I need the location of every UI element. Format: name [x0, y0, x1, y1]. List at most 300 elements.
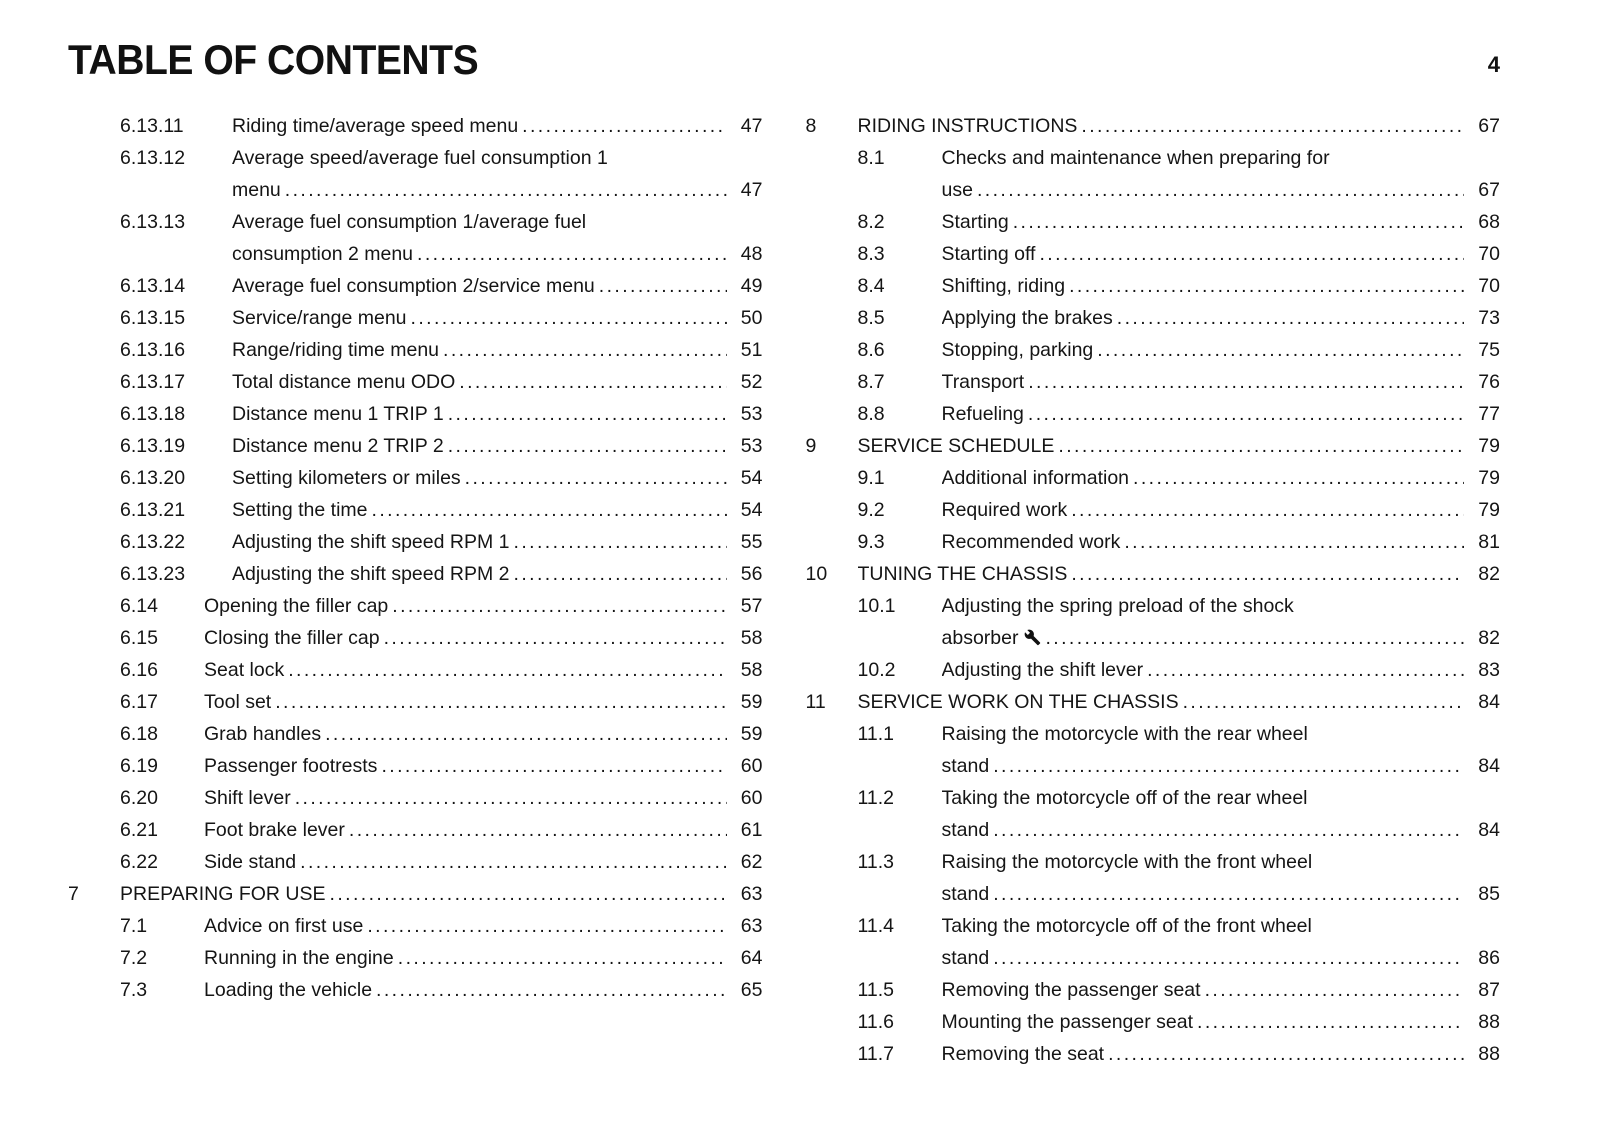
toc-entry-number: 8.5 — [857, 307, 885, 329]
toc-entry-number: 6.19 — [120, 755, 158, 777]
toc-entry-text — [120, 878, 727, 910]
toc-entry — [806, 1038, 1501, 1070]
toc-entry — [806, 494, 1501, 526]
toc-entry-label-line — [858, 558, 1465, 590]
toc-entry — [68, 974, 763, 1006]
toc-entry-text — [942, 302, 1465, 334]
toc-entry-number: 7.3 — [120, 979, 148, 1001]
toc-entry-number: 8.6 — [857, 339, 885, 361]
toc-entry-page: 47 — [740, 115, 763, 137]
toc-entry — [68, 590, 763, 622]
toc-entry — [68, 142, 763, 206]
toc-entry-label: Shift lever — [204, 787, 291, 809]
toc-entry-label: Side stand — [204, 851, 297, 873]
toc-entry-text — [942, 1038, 1465, 1070]
toc-entry-label-line — [232, 270, 727, 302]
toc-entry — [806, 782, 1501, 846]
toc-entry-text — [942, 782, 1465, 846]
toc-entry-label: absorber — [941, 627, 1019, 649]
toc-entry-number: 11.7 — [857, 1043, 895, 1065]
toc-entry-label-line: Average speed/average fuel consumption 1 — [232, 147, 608, 169]
toc-entry-label: Required work — [941, 499, 1068, 521]
toc-entry-text — [204, 718, 727, 750]
toc-entry-number: 6.13.15 — [120, 307, 186, 329]
toc-entry-label: Opening the filler cap — [204, 595, 389, 617]
toc-entry — [806, 366, 1501, 398]
toc-entry-label-line — [942, 398, 1465, 430]
toc-entry — [68, 718, 763, 750]
toc-entry-label: Adjusting the shift speed RPM 2 — [232, 563, 510, 585]
toc-entry-number: 6.13.12 — [120, 147, 186, 169]
toc-entry-label: Foot brake lever — [204, 819, 345, 841]
toc-entry-label-line — [858, 110, 1465, 142]
toc-entry-text — [942, 366, 1465, 398]
toc-entry — [68, 750, 763, 782]
toc-entry-page: 49 — [740, 275, 763, 297]
toc-entry-text — [942, 142, 1465, 206]
toc-entry-text — [232, 494, 727, 526]
toc-entry-page: 63 — [740, 883, 763, 905]
toc-entry-label: Adjusting the shift lever — [941, 659, 1144, 681]
toc-entry-number: 6.13.20 — [120, 467, 186, 489]
toc-entry-page: 79 — [1478, 435, 1500, 457]
toc-entry-label-line — [942, 494, 1465, 526]
toc-entry-text — [858, 430, 1465, 462]
toc-entry-label-line — [942, 526, 1465, 558]
toc-entry-text — [942, 974, 1465, 1006]
toc-entry — [806, 654, 1501, 686]
toc-entry — [68, 366, 763, 398]
toc-entry — [806, 302, 1501, 334]
toc-entry-label: menu — [232, 179, 281, 201]
toc-entry — [68, 270, 763, 302]
toc-entry-label: PREPARING FOR USE — [120, 883, 326, 905]
toc-entry-text — [204, 846, 727, 878]
toc-entry-label-line — [942, 942, 1465, 974]
toc-entry-number: 8.7 — [857, 371, 885, 393]
toc-entry-page: 51 — [740, 339, 763, 361]
toc-entry-label-line — [942, 462, 1465, 494]
toc-entry-label: Recommended work — [941, 531, 1121, 553]
toc-entry — [806, 334, 1501, 366]
toc-entry — [806, 590, 1501, 654]
toc-entry-page: 70 — [1478, 243, 1500, 265]
toc-entry — [68, 430, 763, 462]
toc-entry-text — [942, 462, 1465, 494]
toc-entry — [68, 110, 763, 142]
toc-entry — [806, 462, 1501, 494]
toc-entry-number: 7.1 — [120, 915, 148, 937]
toc-entry-page: 67 — [1478, 179, 1500, 201]
toc-entry-number: 10 — [805, 563, 828, 585]
toc-entry-page: 77 — [1478, 403, 1500, 425]
toc-entry-label: Loading the vehicle — [204, 979, 373, 1001]
toc-entry-page: 84 — [1478, 755, 1500, 777]
toc-entry-label-line — [942, 878, 1465, 910]
toc-entry-page: 70 — [1478, 275, 1500, 297]
toc-entry-text — [204, 910, 727, 942]
page-header — [68, 36, 1500, 84]
toc-entry-page: 73 — [1478, 307, 1500, 329]
toc-entry-page: 88 — [1478, 1043, 1500, 1065]
toc-entry-label-line — [858, 686, 1465, 718]
toc-entry-label-line — [204, 942, 727, 974]
toc-entry — [806, 398, 1501, 430]
toc-entry-text — [942, 270, 1465, 302]
toc-entry-label: Refueling — [941, 403, 1024, 425]
toc-entry-label: Grab handles — [204, 723, 322, 745]
toc-entry-page: 57 — [740, 595, 763, 617]
toc-entry-label: consumption 2 menu — [232, 243, 414, 265]
toc-entry-page: 64 — [740, 947, 763, 969]
toc-entry-text — [204, 590, 727, 622]
toc-columns — [68, 110, 1500, 1070]
toc-column-left — [68, 110, 763, 1070]
toc-entry-label-line — [204, 750, 727, 782]
toc-entry — [68, 814, 763, 846]
toc-entry-number: 6.14 — [120, 595, 158, 617]
toc-entry-text — [204, 974, 727, 1006]
toc-entry — [806, 110, 1501, 142]
toc-entry-label-line — [232, 302, 727, 334]
toc-entry — [806, 1006, 1501, 1038]
toc-entry-text — [942, 494, 1465, 526]
toc-entry-label: Stopping, parking — [941, 339, 1094, 361]
toc-entry-page: 56 — [740, 563, 763, 585]
toc-entry-page: 53 — [740, 435, 763, 457]
toc-entry-label-line — [204, 654, 727, 686]
toc-entry-text — [204, 782, 727, 814]
toc-entry-number: 7 — [68, 883, 79, 905]
toc-entry-label: stand — [941, 947, 990, 969]
toc-entry-number: 6.13.23 — [120, 563, 186, 585]
toc-entry-number: 10.2 — [857, 659, 896, 681]
toc-entry-label-line — [204, 974, 727, 1006]
toc-entry-number: 6.20 — [120, 787, 158, 809]
toc-entry-label: stand — [941, 755, 990, 777]
toc-entry-number: 11.3 — [857, 851, 895, 873]
toc-entry-text — [232, 462, 727, 494]
toc-entry — [806, 558, 1501, 590]
toc-entry — [806, 526, 1501, 558]
toc-entry-text — [204, 750, 727, 782]
toc-entry-label: Setting the time — [232, 499, 368, 521]
toc-entry-page: 75 — [1478, 339, 1500, 361]
toc-entry-label: Range/riding time menu — [232, 339, 440, 361]
toc-entry-label-line — [204, 910, 727, 942]
toc-entry-label-line: Taking the motorcycle off of the rear wheel — [941, 787, 1308, 809]
toc-entry-page: 54 — [740, 467, 763, 489]
toc-entry-page: 84 — [1478, 819, 1500, 841]
toc-entry-number: 6.18 — [120, 723, 158, 745]
toc-entry — [806, 238, 1501, 270]
toc-entry-label-line — [942, 750, 1465, 782]
toc-entry-label-line — [232, 366, 727, 398]
toc-entry-label: Average fuel consumption 2/service menu — [232, 275, 595, 297]
toc-entry — [68, 654, 763, 686]
toc-entry-page: 76 — [1478, 371, 1500, 393]
toc-entry-number: 6.16 — [120, 659, 158, 681]
toc-entry-label: Applying the brakes — [941, 307, 1113, 329]
wrench-icon — [1024, 629, 1041, 646]
toc-entry-label: RIDING INSTRUCTIONS — [857, 115, 1078, 137]
toc-entry — [806, 910, 1501, 974]
toc-entry-text — [942, 334, 1465, 366]
toc-entry-page: 61 — [740, 819, 763, 841]
toc-entry — [68, 846, 763, 878]
toc-entry-text — [232, 206, 727, 270]
toc-entry-label: Adjusting the shift speed RPM 1 — [232, 531, 510, 553]
toc-entry-label: Tool set — [204, 691, 272, 713]
toc-entry-text — [942, 846, 1465, 910]
toc-entry-label: Seat lock — [204, 659, 285, 681]
toc-entry-text — [942, 910, 1465, 974]
toc-entry-label: Removing the seat — [941, 1043, 1105, 1065]
toc-entry-number: 8.4 — [857, 275, 885, 297]
toc-entry-text — [858, 686, 1465, 718]
toc-entry-number: 11.5 — [857, 979, 895, 1001]
toc-entry-text — [232, 558, 727, 590]
toc-entry-text — [232, 366, 727, 398]
toc-entry-label-line: Raising the motorcycle with the rear wheel — [941, 723, 1308, 745]
toc-entry-page: 54 — [740, 499, 763, 521]
toc-entry-text — [942, 206, 1465, 238]
toc-entry-text — [204, 654, 727, 686]
toc-entry-label-line — [942, 1006, 1465, 1038]
toc-entry-label: Service/range menu — [232, 307, 407, 329]
toc-entry-number: 6.13.21 — [120, 499, 186, 521]
toc-entry-label-line — [942, 174, 1465, 206]
toc-entry-label-line — [232, 110, 727, 142]
toc-entry-label-line — [204, 622, 727, 654]
toc-entry-page: 83 — [1478, 659, 1500, 681]
toc-entry — [68, 878, 763, 910]
toc-entry-label: Starting — [941, 211, 1009, 233]
toc-entry-page: 79 — [1478, 499, 1500, 521]
toc-entry-page: 88 — [1478, 1011, 1500, 1033]
toc-entry-label: use — [941, 179, 973, 201]
toc-entry-page: 65 — [740, 979, 763, 1001]
toc-entry-label-line — [942, 974, 1465, 1006]
toc-entry-label: SERVICE WORK ON THE CHASSIS — [857, 691, 1179, 713]
toc-entry — [806, 206, 1501, 238]
toc-entry-label: Passenger footrests — [204, 755, 378, 777]
toc-entry-page: 63 — [740, 915, 763, 937]
toc-entry-number: 8 — [805, 115, 817, 137]
toc-entry-number: 6.21 — [120, 819, 158, 841]
toc-entry-label-line — [232, 398, 727, 430]
toc-entry-text — [232, 398, 727, 430]
toc-entry — [68, 686, 763, 718]
toc-entry-label-line: Taking the motorcycle off of the front wheel — [941, 915, 1312, 937]
toc-entry-label: Mounting the passenger seat — [941, 1011, 1194, 1033]
toc-entry-text — [942, 526, 1465, 558]
toc-entry-number: 6.15 — [120, 627, 158, 649]
toc-entry-number: 8.1 — [857, 147, 885, 169]
toc-entry-page: 60 — [740, 755, 763, 777]
toc-entry-label-line — [204, 718, 727, 750]
toc-entry-number: 6.13.18 — [120, 403, 186, 425]
toc-entry-page: 68 — [1478, 211, 1500, 233]
toc-entry-page: 48 — [740, 243, 763, 265]
toc-entry-page: 62 — [740, 851, 763, 873]
toc-entry — [806, 718, 1501, 782]
toc-entry-page: 82 — [1478, 627, 1500, 649]
toc-entry-label-line — [232, 334, 727, 366]
toc-entry-text — [204, 942, 727, 974]
toc-entry-label: Distance menu 1 TRIP 1 — [232, 403, 444, 425]
toc-entry — [68, 942, 763, 974]
toc-entry-text — [204, 622, 727, 654]
toc-entry — [68, 782, 763, 814]
toc-entry-text — [942, 238, 1465, 270]
toc-entry-label-line — [232, 494, 727, 526]
toc-entry-page: 86 — [1478, 947, 1500, 969]
toc-entry-label-line: Raising the motorcycle with the front wheel — [941, 851, 1313, 873]
toc-entry — [806, 846, 1501, 910]
toc-entry-number: 8.2 — [857, 211, 885, 233]
toc-entry-label: TUNING THE CHASSIS — [857, 563, 1068, 585]
toc-entry-number: 9.3 — [857, 531, 885, 553]
toc-entry-label-line — [232, 526, 727, 558]
toc-entry-label: stand — [941, 819, 990, 841]
toc-entry-number: 8.8 — [857, 403, 885, 425]
toc-entry-number: 9 — [805, 435, 817, 457]
toc-entry-label-line — [942, 302, 1465, 334]
toc-entry-text — [232, 110, 727, 142]
toc-entry-label-line — [232, 558, 727, 590]
toc-entry-label: Total distance menu ODO — [232, 371, 456, 393]
toc-entry — [68, 206, 763, 270]
toc-entry-number: 6.13.22 — [120, 531, 186, 553]
toc-entry-text — [232, 302, 727, 334]
toc-entry-number: 9.2 — [857, 499, 885, 521]
toc-column-right — [806, 110, 1501, 1070]
toc-entry — [806, 686, 1501, 718]
toc-entry-page: 60 — [740, 787, 763, 809]
toc-entry-label: stand — [941, 883, 990, 905]
toc-entry-number: 8.3 — [857, 243, 885, 265]
toc-entry — [68, 462, 763, 494]
toc-entry — [68, 302, 763, 334]
toc-entry-label-line — [204, 846, 727, 878]
toc-entry — [806, 142, 1501, 206]
toc-entry-label-line — [204, 782, 727, 814]
toc-entry-number: 11 — [805, 691, 826, 713]
toc-entry — [68, 526, 763, 558]
toc-entry-number: 11.6 — [857, 1011, 895, 1033]
toc-entry-label: Setting kilometers or miles — [232, 467, 461, 489]
toc-entry-page: 59 — [740, 723, 763, 745]
toc-entry-label-line — [204, 686, 727, 718]
toc-entry-text — [232, 430, 727, 462]
toc-entry-text — [232, 270, 727, 302]
toc-entry-label-line — [942, 622, 1465, 654]
toc-entry-label: Running in the engine — [204, 947, 394, 969]
toc-entry-text — [232, 526, 727, 558]
toc-entry-page: 58 — [740, 659, 763, 681]
toc-entry-label-line — [232, 174, 727, 206]
toc-entry — [806, 974, 1501, 1006]
toc-entry-label-line — [942, 366, 1465, 398]
toc-entry-label-line — [204, 590, 727, 622]
toc-entry-page: 87 — [1478, 979, 1500, 1001]
toc-entry-text — [942, 590, 1465, 654]
toc-entry-text — [858, 110, 1465, 142]
toc-entry-number: 6.13.11 — [120, 115, 184, 137]
toc-entry-text — [204, 814, 727, 846]
toc-entry-label-line — [942, 238, 1465, 270]
toc-entry-text — [232, 142, 727, 206]
toc-entry-page: 67 — [1478, 115, 1500, 137]
toc-entry-text — [942, 654, 1465, 686]
toc-entry-label-line — [942, 814, 1465, 846]
toc-entry-label-line — [942, 206, 1465, 238]
toc-entry — [806, 430, 1501, 462]
toc-entry-text — [232, 334, 727, 366]
toc-entry-number: 11.1 — [857, 723, 895, 745]
toc-entry-label-line — [942, 1038, 1465, 1070]
toc-entry-text — [204, 686, 727, 718]
toc-entry-number: 6.13.13 — [120, 211, 186, 233]
toc-entry-page: 79 — [1478, 467, 1500, 489]
toc-entry — [68, 494, 763, 526]
toc-entry-label: SERVICE SCHEDULE — [857, 435, 1055, 457]
toc-entry-number: 6.17 — [120, 691, 158, 713]
toc-entry-number: 11.4 — [857, 915, 895, 937]
toc-entry-label: Starting off — [941, 243, 1036, 265]
toc-entry-page: 55 — [740, 531, 763, 553]
toc-entry-label-line — [942, 270, 1465, 302]
toc-entry — [68, 398, 763, 430]
toc-entry-number: 6.13.16 — [120, 339, 186, 361]
toc-entry-number: 6.13.17 — [120, 371, 186, 393]
toc-entry-label: Transport — [941, 371, 1025, 393]
toc-entry-page: 84 — [1478, 691, 1500, 713]
toc-entry-label-line — [232, 238, 727, 270]
toc-entry-label-line — [942, 654, 1465, 686]
toc-entry-number: 10.1 — [857, 595, 896, 617]
toc-entry-text — [942, 718, 1465, 782]
toc-entry-page: 52 — [740, 371, 763, 393]
toc-entry-label-line — [942, 334, 1465, 366]
toc-entry-label: Distance menu 2 TRIP 2 — [232, 435, 444, 457]
toc-entry-label-line — [232, 462, 727, 494]
toc-entry-label-line: Adjusting the spring preload of the shock — [941, 595, 1294, 617]
toc-entry-label-line — [858, 430, 1465, 462]
toc-entry — [68, 910, 763, 942]
toc-entry-label: Closing the filler cap — [204, 627, 380, 649]
toc-entry — [68, 622, 763, 654]
toc-entry-label: Removing the passenger seat — [941, 979, 1201, 1001]
toc-entry — [806, 270, 1501, 302]
toc-entry-page: 47 — [740, 179, 763, 201]
toc-entry-number: 11.2 — [857, 787, 895, 809]
toc-entry-label-line — [232, 430, 727, 462]
toc-entry — [68, 558, 763, 590]
toc-entry-label-line — [120, 878, 727, 910]
toc-entry-page: 58 — [740, 627, 763, 649]
toc-entry-page: 59 — [740, 691, 763, 713]
toc-entry-page: 82 — [1478, 563, 1500, 585]
toc-entry-label: Riding time/average speed menu — [232, 115, 519, 137]
toc-entry-label-line — [204, 814, 727, 846]
toc-entry-page: 50 — [740, 307, 763, 329]
page-title: TABLE OF CONTENTS — [68, 36, 479, 83]
toc-entry-label: Additional information — [941, 467, 1130, 489]
toc-entry-label-line: Average fuel consumption 1/average fuel — [232, 211, 587, 233]
toc-entry-page: 81 — [1478, 531, 1500, 553]
